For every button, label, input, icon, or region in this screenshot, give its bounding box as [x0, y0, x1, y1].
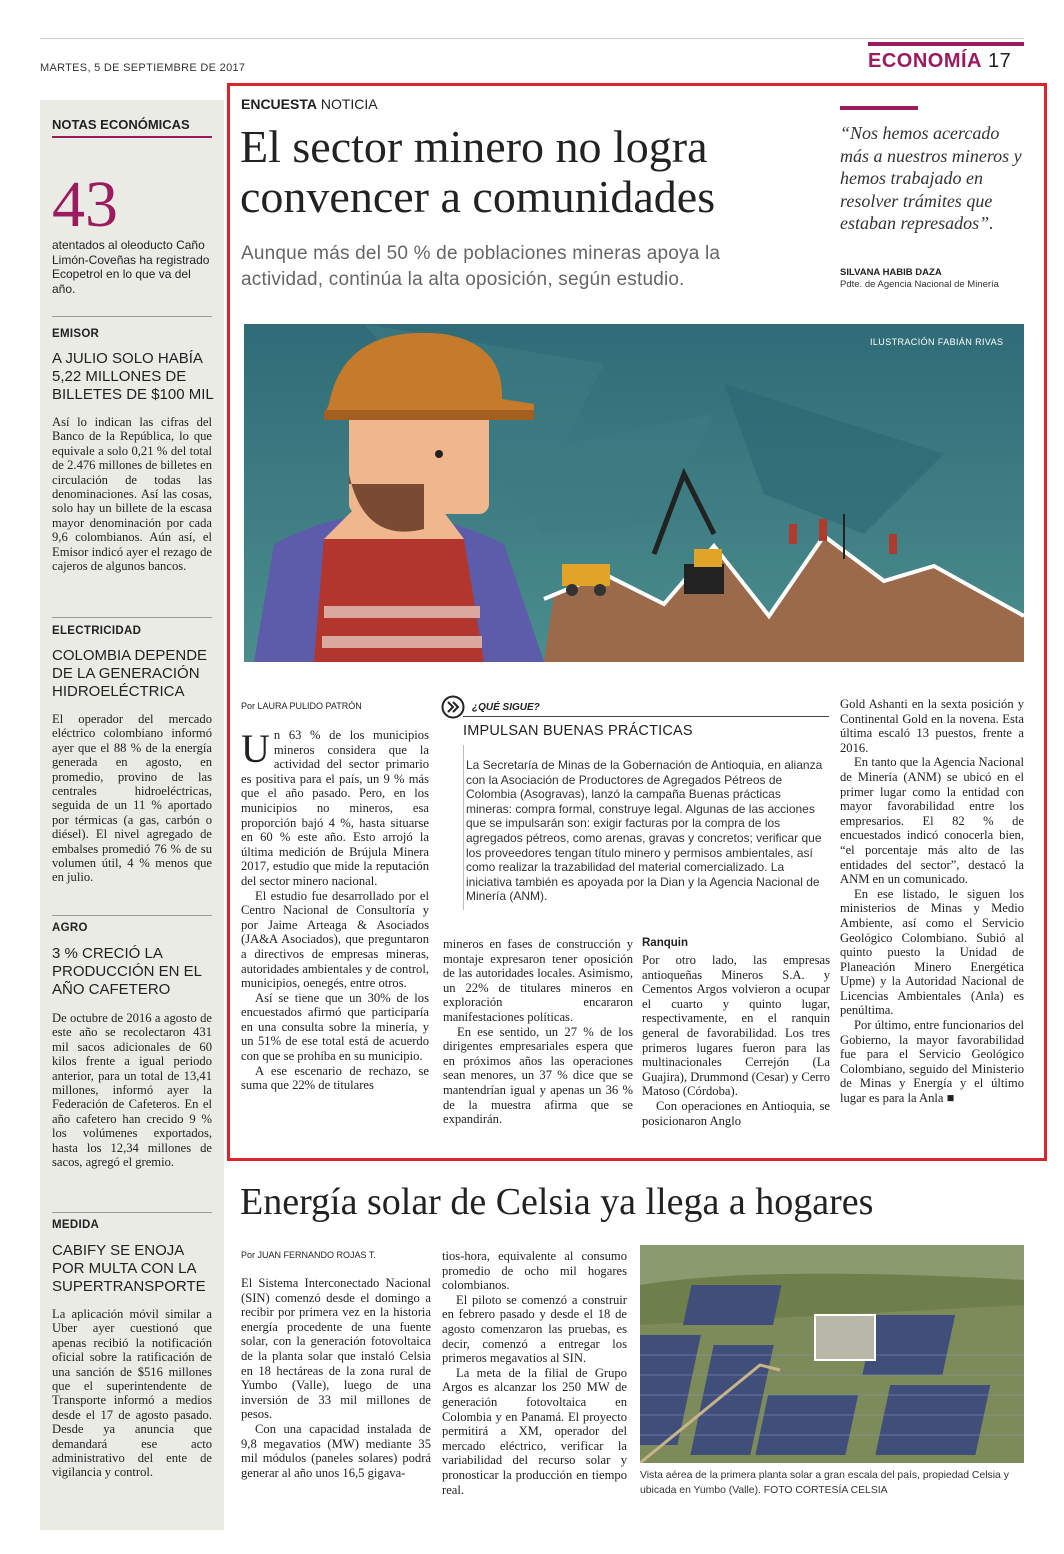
note-headline: CABIFY SE ENOJA POR MULTA CON LA SUPERTRANSPORTE: [52, 1242, 206, 1295]
quote-author-role: Pdte. de Agencia Nacional de Minería: [840, 279, 999, 290]
story-headline: El sector minero no logra convencer a comunidades: [240, 121, 716, 222]
paragraph: El piloto se comenzó a construir en febrero pasado y desde el 18 de agosto comenzaron las pruebas, es decir, comenzó a entregar los primeros megavatios al SIN.: [442, 1292, 627, 1366]
sidebar-big-text: atentados al oleoducto Caño Limón-Coveñas ha registrado Ecopetrol en lo que va del año.: [52, 238, 210, 296]
story2-column-2: [442, 1249, 627, 1497]
note-kicker: EMISOR: [52, 328, 100, 340]
paragraph: En tanto que la Agencia Nacional de Minería (ANM) se ubicó en el primer lugar como la entidad con mayor favorabilidad entre los empresarios. El 82 % de encuestados indicó conocerla bien, “el porcentaje más alto de las entidades del sector”, destacó la ANM en un comunicado.: [840, 755, 1024, 887]
note-body: De octubre de 2016 a agosto de este año se recolectaron 431 mil sacos adicionales de 60 kilos frente a igual periodo anterior, para un total de 13,41 millones, informó ayer la Federación de Cafeteros. En el año cafetero han crecido 9 % los volúmenes exportados, hasta los 12,34 millones de sacos, agregó el gremio.: [52, 1011, 212, 1170]
story-kicker: [241, 96, 378, 112]
sidebar-divider: [52, 316, 212, 317]
page-number: 17: [988, 50, 1012, 72]
mining-illustration: [244, 324, 1024, 662]
paragraph: El estudio fue desarrollado por el Centro Nacional de Consultoría y por Jaime Arteaga & Asociados (JA&A Asociados), que preguntaron a directivos de empresas mineras, autoridades ambientales y de control, municipios, oenegés, entre otros.: [241, 888, 429, 991]
paragraph: mineros en fases de construcción y montaje expresaron tener oposición de las autoridades locales. Asimismo, un 22% de titulares mineros en exploración encararon manifestaciones políticas.: [443, 937, 633, 1024]
issue-date: MARTES, 5 DE SEPTIEMBRE DE 2017: [40, 62, 246, 74]
paragraph: tios-hora, equivalente al consumo promedio de ocho mil hogares colombianos.: [442, 1249, 627, 1293]
section-accent-bar: [868, 42, 1024, 46]
top-rule: [40, 38, 1024, 39]
section-name: ECONOMÍA: [868, 50, 982, 72]
paragraph: La meta de la filial de Grupo Argos es alcanzar los 250 MW de generación fotovoltaica en Colombia y en Panamá. El proyecto permitirá a XM, operador del mercado eléctrico, verificar la variabilidad del recurso solar y pronosticar la producción en tiempo real.: [442, 1365, 627, 1497]
story2-headline: Energía solar de Celsia ya llega a hogares: [240, 1181, 874, 1223]
dropcap: U: [241, 726, 270, 771]
quote-accent-bar: [840, 106, 918, 110]
kicker-bold: ENCUESTA: [241, 96, 317, 112]
paragraph: En ese sentido, un 27 % de los dirigentes empresariales espera que en próximos años las operaciones sean menores, un 37 % dice que se mantendrían igual y apenas un 36 % de la muestra afirma que se expandirán.: [443, 1024, 633, 1127]
sidebar-divider: [52, 915, 212, 916]
section-title: [868, 50, 1011, 73]
note-body: La aplicación móvil similar a Uber ayer cuestionó que apenas recibió la notificación oficial sobre la ratificación de una sanción de $516 millones que el superintendente de Transporte informó a medios desde el 17 de agosto pasado. Desde ya anuncia que demandará ese acto administrativo del ente de vigilancia y control.: [52, 1307, 212, 1480]
kicker-rest: NOTICIA: [320, 96, 378, 112]
paragraph: Con operaciones en Antioquia, se posicionaron Anglo: [642, 1098, 830, 1128]
paragraph: Con una capacidad instalada de 9,8 megavatios (MW) mediante 35 mil módulos (paneles solares) podrá generar al año unos 16,5 gigava-: [241, 1421, 431, 1480]
story2-column-1: [241, 1276, 431, 1480]
note-kicker: AGRO: [52, 922, 88, 934]
note-body: El operador del mercado eléctrico colombiano informó ayer que el 88 % de la energía generada en agosto, en promedio, provino de las centrales hidroeléctricas, seguida de un 11 % aportado por térmicas (a gas, carbón o diésel). El nivel agregado de embalses promedió 76 % de su volumen útil, 4 % menos que en julio.: [52, 712, 212, 885]
paragraph: Por otro lado, las empresas antioqueñas Mineros S.A. y Cementos Argos volvieron a ocupar el cuarto y quinto lugar, respectivamente, en el ranquin general de favorabilidad. Los tres primeros lugares fueron para las multinacionales Cerrejón (La Guajira), Drummond (Cesar) y Cerro Matoso (Córdoba).: [642, 953, 830, 1099]
sidebar-big-number: 43: [52, 168, 118, 241]
photo-caption: Vista aérea de la primera planta solar a gran escala del país, propiedad Celsia y ubicada en Yumbo (Valle). FOTO CORTESÍA CELSIA: [640, 1470, 1009, 1496]
sidebox-label: ¿QUÉ SIGUE?: [472, 702, 540, 713]
paragraph: A ese escenario de rechazo, se suma que 22% de titulares: [241, 1063, 429, 1093]
chevrons-right-icon: [441, 695, 465, 719]
story2-byline: Por JUAN FERNANDO ROJAS T.: [241, 1250, 376, 1260]
sidebar-title: NOTAS ECONÓMICAS: [52, 117, 190, 132]
note-kicker: MEDIDA: [52, 1219, 100, 1231]
paragraph: n 63 % de los municipios mineros considera que la actividad del sector primario es positiva para el país, un 9 % más que el año pasado. Pero, en los municipios no mineros, esa proporción bajó 4 %, hasta situarse en 60 % este año. Esto arrojó la última medición de Brújula Minera 2017, estudio que mide la reputación del sector minero nacional.: [241, 728, 429, 888]
paragraph: En ese listado, le siguen los ministerios de Minas y Medio Ambiente, así como el Servicio Geológico Colombiano. Subió al quinto puesto la Unidad de Planeación Minero Energética Upme) y la Autoridad Nacional de Licencias Ambientales (Anla) es penúltima.: [840, 886, 1024, 1018]
subhead-ranquin: Ranquin: [642, 937, 688, 949]
note-kicker: ELECTRICIDAD: [52, 625, 142, 637]
illustration-credit: ILUSTRACIÓN FABIÁN RIVAS: [870, 337, 1004, 347]
story-column-1: [241, 728, 429, 1093]
sidebox-headline: IMPULSAN BUENAS PRÁCTICAS: [463, 723, 693, 739]
note-headline: COLOMBIA DEPENDE DE LA GENERACIÓN HIDROELÉCTRICA: [52, 647, 208, 700]
story-byline: Por LAURA PULIDO PATRÓN: [241, 701, 362, 711]
pull-quote: “Nos hemos acercado más a nuestros mineros y hemos trabajado en resolver trámites que estaban represados”.: [840, 123, 1022, 233]
quote-author: SILVANA HABIB DAZA: [840, 267, 942, 278]
paragraph: El Sistema Interconectado Nacional (SIN) comenzó desde el domingo a recibir por primera vez en la historia energía procedente de una fuente solar, con la generación fotovoltaica de la planta solar que instaló Celsia en 18 hectáreas de la zona rural de Yumbo (Valle), luego de una inversión de 33 mil millones de pesos.: [241, 1276, 431, 1422]
sidebar-divider: [52, 1212, 212, 1213]
story-column-4: [840, 697, 1024, 1106]
paragraph: Por último, entre funcionarios del Gobierno, la mayor favorabilidad fue para el Servicio Geológico Colombiano, seguido del Ministerio de Minas y Energía y el último lugar es para la Anla ■: [840, 1018, 1024, 1106]
sidebox-body: La Secretaría de Minas de la Gobernación de Antioquia, en alianza con la Asociación de Productores de Agregados Pétreos de Colombia (Asogravas), lanzó la campaña Buenas prácticas mineras: compra formal, construye legal. Algunas de las acciones que se impulsarán son: exigir facturas por la compra de los agregados pétreos, como arenas, gravas y concretos; verificar que los proveedores tengan título minero y permisos ambientales, así como realizar la trazabilidad del material comercializado. La iniciativa también es apoyada por la Dian y la Agencia Nacional de Minería (ANM).: [466, 758, 823, 904]
note-body: Así lo indican las cifras del Banco de la República, lo que equivale a solo 0,21 % del total de 2.476 millones de billetes en circulación de todas las denominaciones. Así las cosas, solo hay un billete de la escasa mayor denominación por cada 9,6 colombianos. Aún así, el Emisor indicó ayer el rezago de cajeros de algunos bancos.: [52, 415, 212, 574]
paragraph: Gold Ashanti en la sexta posición y Continental Gold en la novena. Esta última escaló 13 puestos, frente a 2016.: [840, 697, 1024, 755]
sidebox-rule: [463, 716, 829, 717]
solar-plant-photo: [640, 1245, 1024, 1463]
note-headline: A JULIO SOLO HABÍA 5,22 MILLONES DE BILLETES DE $100 MIL: [52, 350, 214, 403]
story-column-2: [443, 937, 633, 1127]
story-column-3: [642, 953, 830, 1128]
sidebar-divider: [52, 617, 212, 618]
sidebar-title-rule: [52, 136, 212, 138]
note-headline: 3 % CRECIÓ LA PRODUCCIÓN EN EL AÑO CAFETERO: [52, 945, 202, 998]
paragraph: Así se tiene que un 30% de los encuestados afirmó que participaría en una consulta sobre la minería, y un 51% de ese total está de acuerdo con que se prohíba en su municipio.: [241, 990, 429, 1064]
story-deck: Aunque más del 50 % de poblaciones mineras apoya la actividad, continúa la alta oposición, según estudio.: [241, 243, 721, 290]
